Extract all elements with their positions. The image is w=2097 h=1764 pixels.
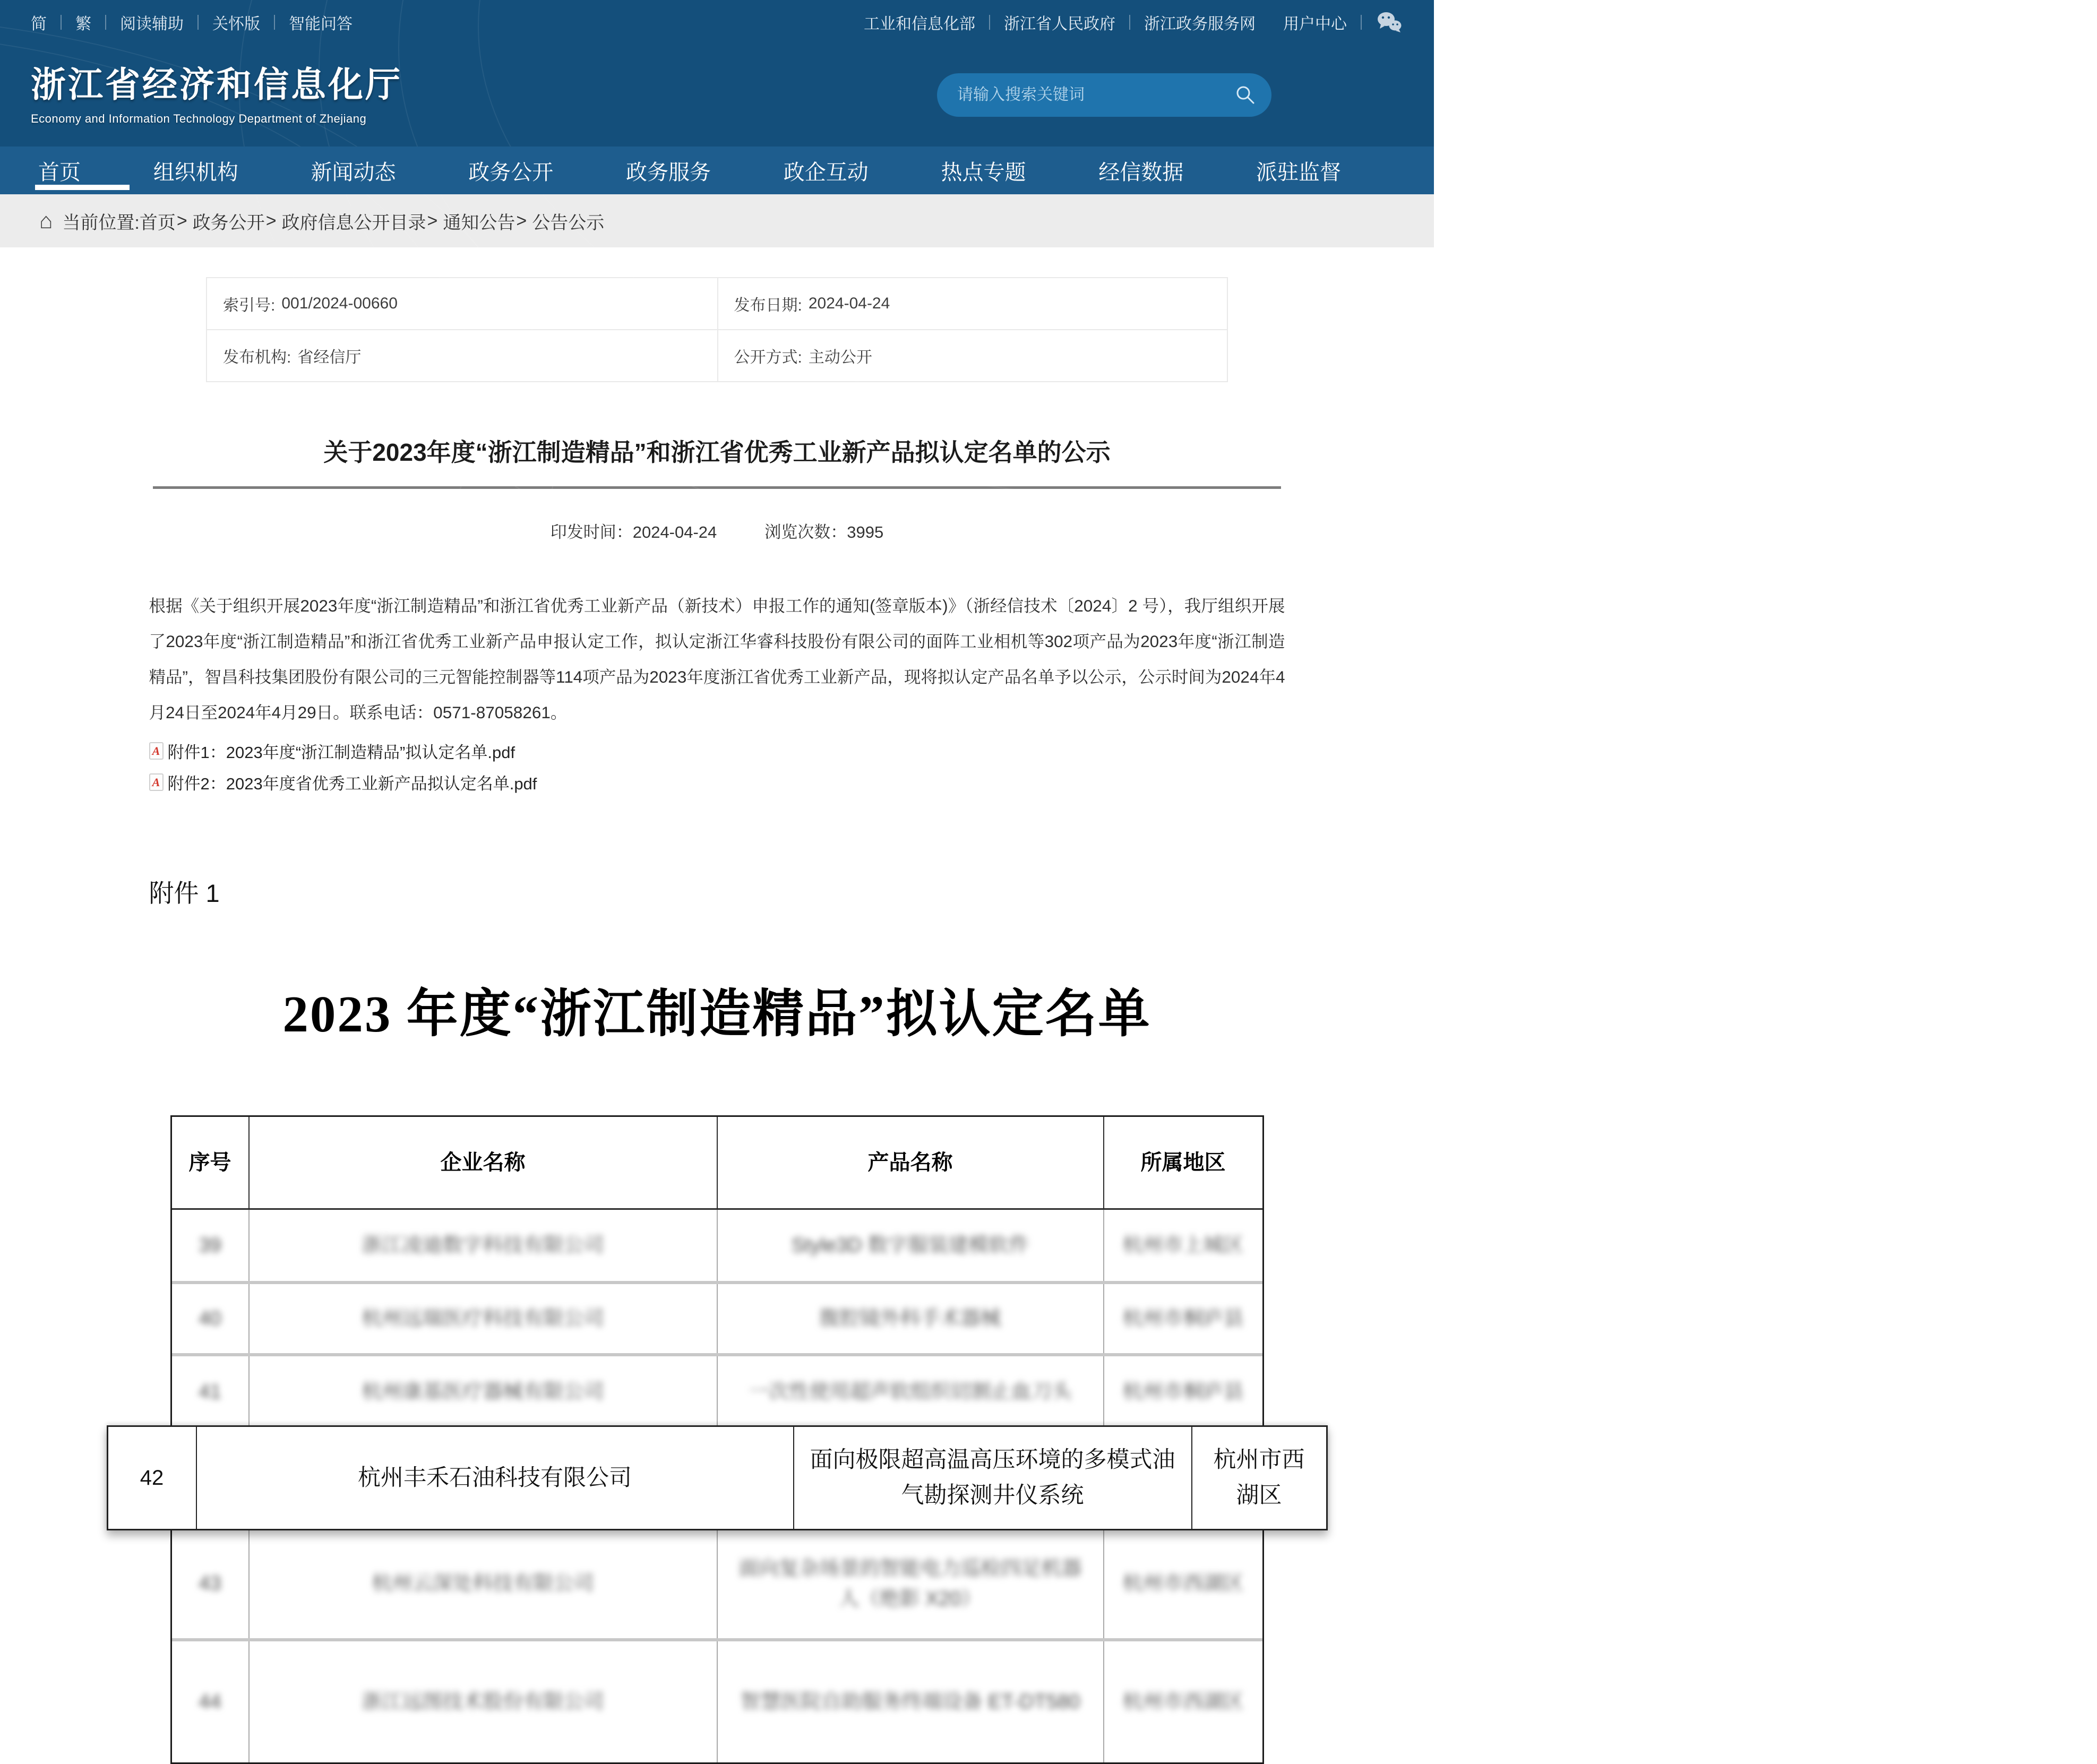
attachments <box>149 739 1285 794</box>
meta-value: 省经信厅 <box>297 349 362 366</box>
annex-table <box>140 1115 1305 1764</box>
printed-label: 印发时间： <box>550 523 633 541</box>
nav-item-organization[interactable]: 组织机构 <box>153 160 238 184</box>
breadcrumb-prefix: 当前位置: <box>62 212 140 233</box>
topbar-link-user-center[interactable]: 用户中心 <box>1283 15 1347 33</box>
title-divider <box>153 486 1281 489</box>
nav-item-home[interactable]: 首页 <box>38 147 81 194</box>
printed-value: 2024-04-24 <box>632 523 717 541</box>
cell-no: 39 <box>199 1234 221 1257</box>
nav-item-supervision[interactable]: 派驻监督 <box>1256 160 1341 184</box>
topbar-left-links <box>31 11 366 34</box>
views-value: 3995 <box>847 523 884 541</box>
document-meta-table <box>206 277 1228 382</box>
cell-region: 杭州市桐庐县 <box>1122 1380 1244 1403</box>
cell-company: 杭州远瑞医疗科技有限公司 <box>362 1307 604 1330</box>
pdf-icon <box>149 773 164 791</box>
home-icon: ⌂ <box>39 208 53 233</box>
cell-company: 杭州康基医疗器械有限公司 <box>362 1380 604 1403</box>
annex-label: 附件 1 <box>149 879 220 907</box>
topbar-link-simplified[interactable]: 简 <box>31 15 47 33</box>
breadcrumb-separator: > <box>176 210 187 231</box>
pdf-icon <box>149 742 164 760</box>
cell-region: 杭州市西湖区 <box>1191 1427 1326 1529</box>
search-box <box>937 73 1271 117</box>
cell-no: 40 <box>199 1307 221 1330</box>
cell-company: 浙江凌迪数字科技有限公司 <box>362 1234 604 1257</box>
table-row-highlighted <box>107 1425 1328 1530</box>
meta-publish-method <box>717 330 1227 381</box>
cell-product: 一次性使用超声软组织切割止血刀头 <box>749 1380 1072 1403</box>
cell-product: Style3D 数字服装建模软件 <box>791 1234 1029 1257</box>
breadcrumb-separator: > <box>265 210 277 231</box>
nav-item-news[interactable]: 新闻动态 <box>311 160 396 184</box>
breadcrumb-separator: > <box>427 210 438 231</box>
attachment-2[interactable] <box>149 770 1285 794</box>
breadcrumb-item-notices[interactable]: 通知公告 <box>443 212 515 233</box>
cell-product: 腹腔镜外科手术器械 <box>819 1307 1001 1330</box>
divider <box>1361 15 1362 30</box>
cell-product: 面向极限超高温高压环境的多模式油气勘探测井仪系统 <box>793 1427 1191 1529</box>
meta-publish-agency <box>207 330 717 381</box>
col-header-company: 企业名称 <box>248 1117 717 1208</box>
wechat-icon[interactable] <box>1376 11 1403 34</box>
breadcrumb-separator: > <box>516 210 527 231</box>
cell-no: 44 <box>199 1690 221 1713</box>
views-label: 浏览次数： <box>764 523 847 541</box>
meta-label: 发布日期: <box>734 297 802 314</box>
nav-item-gov-services[interactable]: 政务服务 <box>626 160 711 184</box>
meta-value: 主动公开 <box>808 349 872 366</box>
cell-no: 43 <box>199 1572 221 1595</box>
meta-label: 发布机构: <box>223 349 291 366</box>
article-body: 根据《关于组织开展2023年度“浙江制造精品”和浙江省优秀工业新产品（新技术）申报工作的通知(签章版本)》（浙经信技术〔2024〕2 号），我厅组织开展了2023年度“浙江制造精品”和浙江省优秀工业新产品申报认定工作，拟认定浙江华睿科技股份有限公司的面阵工业相机等302项产品为2023年度“浙江制造精品”，智昌科技集团股份有限公司的三元智能控制器等114项产品为2023年度浙江省优秀工业新产品，现将拟认定产品名单予以公示，公示时间为2024年4月24日至2024年4月29日。联系电话：0571-87058261。 <box>149 596 1285 722</box>
cell-region: 杭州市西湖区 <box>1122 1572 1244 1595</box>
nav-item-hot-topics[interactable]: 热点专题 <box>941 160 1026 184</box>
breadcrumb-item-announcements[interactable]: 公告公示 <box>532 212 605 233</box>
annex-title: 2023 年度“浙江制造精品”拟认定名单 <box>282 986 1151 1043</box>
masthead <box>0 0 1434 194</box>
meta-index-number <box>207 278 717 329</box>
annex-table-header <box>172 1117 1262 1210</box>
site-subtitle: Economy and Information Technology Department of Zhejiang <box>31 112 367 125</box>
col-header-product: 产品名称 <box>717 1117 1103 1208</box>
meta-publish-date <box>717 278 1227 329</box>
topbar-link-miit[interactable]: 工业和信息化部 <box>864 15 975 33</box>
nav-item-data[interactable]: 经信数据 <box>1098 160 1184 184</box>
col-header-region: 所属地区 <box>1103 1117 1262 1208</box>
cell-company: 杭州云深处科技有限公司 <box>372 1572 594 1595</box>
breadcrumb <box>0 194 1434 247</box>
main-nav <box>0 147 1434 194</box>
meta-value: 2024-04-24 <box>808 295 890 312</box>
cell-region: 杭州市西湖区 <box>1122 1690 1244 1713</box>
meta-label: 索引号: <box>223 297 276 314</box>
site-title: 浙江省经济和信息化厅 <box>31 65 402 104</box>
cell-region: 杭州市桐庐县 <box>1122 1307 1244 1330</box>
topbar-link-reading-aid[interactable]: 阅读辅助 <box>120 15 184 33</box>
breadcrumb-item-home[interactable]: 首页 <box>139 212 176 233</box>
attachment-2-link[interactable]: 附件2：2023年度省优秀工业新产品拟认定名单.pdf <box>167 775 537 793</box>
table-row <box>172 1281 1262 1353</box>
meta-value: 001/2024-00660 <box>281 295 398 312</box>
search-icon[interactable] <box>1234 84 1257 106</box>
table-row <box>172 1210 1262 1281</box>
cell-no: 42 <box>140 1466 164 1490</box>
topbar-link-zj-service[interactable]: 浙江政务服务网 <box>1144 15 1256 33</box>
topbar-link-care-version[interactable]: 关怀版 <box>212 15 260 33</box>
col-header-no: 序号 <box>188 1151 231 1174</box>
breadcrumb-item-info-catalog[interactable]: 政府信息公开目录 <box>281 212 426 233</box>
cell-region: 杭州市上城区 <box>1122 1234 1244 1257</box>
cell-company: 杭州丰禾石油科技有限公司 <box>196 1427 793 1529</box>
cell-company: 浙江远图技术股份有限公司 <box>362 1690 604 1713</box>
nav-item-gov-affairs[interactable]: 政务公开 <box>468 160 554 184</box>
topbar-link-smart-qa[interactable]: 智能问答 <box>289 15 353 33</box>
table-row <box>172 1638 1262 1762</box>
article-meta <box>0 519 1434 543</box>
meta-label: 公开方式: <box>734 349 802 366</box>
topbar-right-links <box>850 11 1403 34</box>
top-utility-bar <box>0 0 1434 45</box>
nav-item-gov-enterprise[interactable]: 政企互动 <box>783 160 869 184</box>
cell-no: 41 <box>199 1380 221 1403</box>
table-row <box>172 1353 1262 1427</box>
attachment-1[interactable] <box>149 739 1285 763</box>
cell-product: 智慧医院自助服务终端设备 ET-DT580 <box>740 1690 1080 1713</box>
page-title: 关于2023年度“浙江制造精品”和浙江省优秀工业新产品拟认定名单的公示 <box>323 438 1111 466</box>
site-logo <box>31 56 402 126</box>
attachment-1-link[interactable]: 附件1：2023年度“浙江制造精品”拟认定名单.pdf <box>167 743 515 762</box>
breadcrumb-item-gov-affairs[interactable]: 政务公开 <box>192 212 265 233</box>
topbar-link-zj-gov[interactable]: 浙江省人民政府 <box>1004 15 1115 33</box>
table-row <box>172 1529 1262 1638</box>
search-input[interactable] <box>956 85 1234 105</box>
site-header <box>0 45 1434 147</box>
topbar-link-traditional[interactable]: 繁 <box>75 15 91 33</box>
cell-product: 面向复杂场景的智能电力巡检四足机器人（绝影 X20） <box>738 1557 1082 1610</box>
